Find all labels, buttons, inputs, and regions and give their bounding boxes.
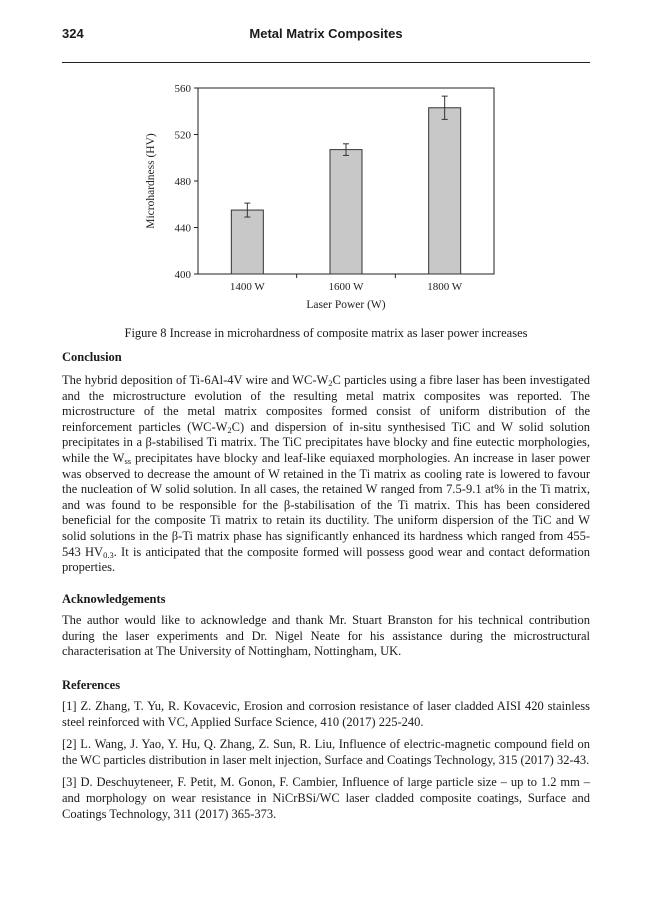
bar xyxy=(231,210,263,274)
y-tick-label: 560 xyxy=(174,83,191,95)
references-heading: References xyxy=(62,678,121,692)
reference-item: [1] Z. Zhang, T. Yu, R. Kovacevic, Erosion and corrosion resistance of laser cladded AISI 420 stainless steel reinforced with VC, Applied Surface Science, 410 (2017) 225-240. xyxy=(62,699,590,729)
chart-svg xyxy=(140,76,510,316)
acknowledgements-paragraph: The author would like to acknowledge and thank Mr. Stuart Branston for his technical contribution during the laser experiments and Dr. Nigel Neate for his assistance during the microstructural characterisation at The University of Nottingham, Nottingham, UK. xyxy=(62,613,590,659)
x-axis-label: Laser Power (W) xyxy=(306,299,386,311)
conclusion-paragraph: The hybrid deposition of Ti-6Al-4V wire and $WC-W_2C$ particles using a fibre laser has been investigated and the microstructure evolution of the resulting metal matrix composites was reported. The microstructure of the metal matrix composites formed consist of uniform distribution of the reinforcement particles $(WC-W_2C)$ and dispersion of in-situ synthesised TiC and W solid solution precipitates in a β-stabilised Ti matrix. The TiC precipitates have blocky and fine eutectic morphologies, while the $W_{ss}$ precipitates have blocky and leaf-like equiaxed morphologies. An increase in laser power was observed to decrease the amount of W retained in the Ti matrix as cooling rate is lowered to favour the nucleation of W solid solution. In all cases, the retained W ranged from 7.5-9.1 at% in the Ti matrix, and was found to be responsible for the β-stabilisation of the Ti matrix. This has been considered beneficial for the composite Ti matrix to retain its ductility. The uniform dispersion of the TiC and W solid solutions in the β-Ti matrix phase has significantly enhanced its hardness which ranged from 455-543 $HV_{0.3}$. It is anticipated that the composite formed will possess good wear and contact deformation properties. xyxy=(62,373,591,575)
microhardness-chart xyxy=(140,76,510,316)
references-list xyxy=(62,699,590,829)
x-tick-label: 1400 W xyxy=(229,281,265,293)
reference-item: [2] L. Wang, J. Yao, Y. Hu, Q. Zhang, Z. Sun, R. Liu, Influence of electric-magnetic compound field on the WC particles distribution in laser melt injection, Surface and Coatings Technology, 315 (2017) 32-43. xyxy=(62,737,590,767)
bar xyxy=(429,108,461,274)
y-tick-label: 440 xyxy=(174,222,191,235)
page-number: 324 xyxy=(62,26,84,41)
x-tick-label: 1600 W xyxy=(328,281,364,293)
running-title: Metal Matrix Composites xyxy=(249,26,403,41)
bar xyxy=(330,150,362,274)
reference-item: [3] D. Deschuyteneer, F. Petit, M. Gonon, F. Cambier, Influence of large particle size – up to 1.2 mm – and morphology on wear resistance in NiCrBSi/WC laser cladded composite coatings, Surface and Coatings Technology, 311 (2017) 365-373. xyxy=(62,775,590,821)
figure-caption: Figure 8 Increase in microhardness of composite matrix as laser power increases xyxy=(124,326,528,340)
x-tick-label: 1800 W xyxy=(427,281,463,293)
header-rule xyxy=(62,62,590,63)
acknowledgements-heading: Acknowledgements xyxy=(62,592,166,606)
y-axis-label: Microhardness (HV) xyxy=(145,133,157,229)
conclusion-heading: Conclusion xyxy=(62,350,122,364)
y-tick-label: 480 xyxy=(174,176,191,188)
page-header xyxy=(62,26,590,46)
y-tick-label: 520 xyxy=(174,129,191,142)
y-tick-label: 400 xyxy=(174,269,191,281)
